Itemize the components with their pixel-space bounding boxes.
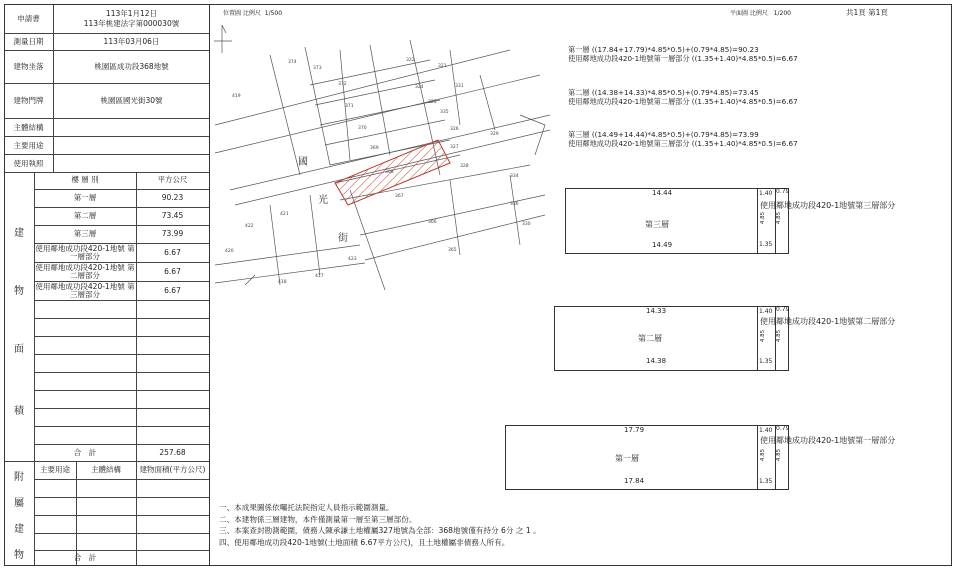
svg-text:322: 322 bbox=[406, 58, 415, 63]
svg-text:371: 371 bbox=[345, 104, 354, 109]
svg-text:369: 369 bbox=[370, 146, 379, 151]
side-char: 積 bbox=[14, 406, 24, 417]
location: 桃園區成功段368地號 bbox=[94, 61, 169, 71]
svg-text:335: 335 bbox=[440, 110, 449, 115]
page-count: 共1頁 第1頁 bbox=[846, 8, 888, 17]
table-row-sqm: 90.23 bbox=[161, 193, 184, 203]
svg-text:420: 420 bbox=[225, 249, 234, 254]
svg-text:328: 328 bbox=[460, 164, 469, 169]
svg-text:372: 372 bbox=[338, 82, 347, 87]
annex-table: 附 屬 建 物 主要用途 主體結構 建物面積(平方公尺) 合 計 bbox=[4, 462, 209, 566]
table-row-sqm: 73.99 bbox=[161, 229, 184, 239]
table-row-sqm: 6.67 bbox=[164, 266, 181, 276]
adjacent-part-label: 使用鄰地成功段420-1地號第二層部分 bbox=[760, 317, 896, 326]
note-item: 四、使用鄰地成功段420-1地號(土地面積 6.67平方公尺)，且土地權屬非債務人所有。 bbox=[219, 537, 510, 547]
svg-text:334: 334 bbox=[510, 174, 519, 179]
note-item: 三、本案查封勘測範圍，債務人陳承謙土地權屬327地號為全部：368地號僅有持分 6分 之 1 。 bbox=[219, 526, 541, 535]
street-char: 街 bbox=[338, 233, 348, 244]
floor-name: 第三層 bbox=[645, 220, 669, 229]
annex-col-area: 建物面積(平方公尺) bbox=[139, 465, 206, 475]
annex-total-label: 合 計 bbox=[73, 552, 97, 562]
table-row-floor: 第二層 bbox=[73, 211, 97, 221]
svg-text:327: 327 bbox=[450, 145, 459, 150]
table-row-floor: 使用鄰地成功段420-1地號 第三層部分 bbox=[35, 281, 135, 299]
calc-floor-1: 第一層 ((17.84+17.79)*4.85*0.5)+(0.79*4.85)=90.23 使用鄰地成功段420-1地號第一層部分 ((1.35+1.40)*4.85*0.5)=6.67 bbox=[568, 45, 798, 63]
svg-text:331: 331 bbox=[455, 84, 464, 89]
application-date: 113年1月12日 bbox=[105, 8, 158, 18]
svg-text:368: 368 bbox=[385, 170, 394, 175]
annex-col-use: 主要用途 bbox=[40, 465, 70, 475]
adjacent-part-label: 使用鄰地成功段420-1地號第一層部分 bbox=[760, 436, 896, 445]
total-value: 257.68 bbox=[159, 447, 186, 457]
calc-floor-2: 第二層 ((14.38+14.33)*4.85*0.5)+(0.79*4.85)=73.45 使用鄰地成功段420-1地號第二層部分 ((1.35+1.40)*4.85*0.5)=6.67 bbox=[568, 88, 798, 106]
svg-text:366: 366 bbox=[428, 220, 437, 225]
col-sqm-header: 平方公尺 bbox=[157, 175, 188, 185]
street-char: 光 bbox=[318, 195, 328, 206]
table-row-floor: 第三層 bbox=[73, 229, 97, 239]
svg-text:373: 373 bbox=[313, 66, 322, 71]
application-no: 113年桃建法字第000030號 bbox=[83, 18, 180, 28]
street-char: 國 bbox=[298, 157, 308, 168]
floor-name: 第一層 bbox=[615, 454, 639, 463]
address-row: 建物門牌 桃園區國光街30號 bbox=[4, 83, 209, 119]
svg-text:419: 419 bbox=[232, 94, 241, 99]
svg-text:336: 336 bbox=[510, 202, 519, 207]
license-row: 使用執照 bbox=[4, 154, 209, 173]
floor-name: 第二層 bbox=[638, 334, 662, 343]
notes bbox=[219, 502, 541, 548]
north-arrow-icon bbox=[214, 25, 232, 53]
svg-text:374: 374 bbox=[288, 60, 297, 65]
note-item: 一、本成果圖係依囑托法院指定人員指示範圍測量。 bbox=[219, 503, 394, 512]
adjacent-part-label: 使用鄰地成功段420-1地號第三層部分 bbox=[760, 201, 896, 210]
svg-text:330: 330 bbox=[522, 222, 531, 227]
info-table bbox=[4, 4, 210, 566]
location-map bbox=[210, 5, 550, 295]
svg-text:325: 325 bbox=[428, 100, 437, 105]
svg-text:418: 418 bbox=[278, 280, 287, 285]
svg-text:421: 421 bbox=[280, 212, 289, 217]
calc-floor-3: 第三層 ((14.49+14.44)*4.85*0.5)+(0.79*4.85)=73.99 使用鄰地成功段420-1地號第三層部分 ((1.35+1.40)*4.85*0.5)=6.67 bbox=[568, 130, 798, 148]
side-char: 面 bbox=[14, 344, 24, 355]
side-char: 物 bbox=[14, 286, 24, 297]
application-label: 申請書 bbox=[4, 4, 54, 33]
annex-col-structure: 主體結構 bbox=[91, 465, 121, 475]
note-item: 二、本建物係三層建物，本件僅測量第一層至第三層部份。 bbox=[219, 514, 417, 524]
total-label: 合 計 bbox=[73, 447, 97, 457]
table-row-sqm: 73.45 bbox=[161, 211, 184, 221]
table-row-sqm: 6.67 bbox=[164, 285, 181, 295]
side-char: 建 bbox=[14, 228, 24, 239]
location-scale: 位置圖 比例尺 1/500 bbox=[223, 10, 283, 17]
survey-date-row: 測量日期 113年03月06日 bbox=[4, 33, 209, 51]
svg-text:367: 367 bbox=[395, 194, 404, 199]
svg-text:324: 324 bbox=[415, 85, 424, 90]
structure-row: 主體結構 bbox=[4, 118, 209, 137]
area-table bbox=[4, 172, 209, 462]
table-row-sqm: 6.67 bbox=[164, 247, 181, 257]
plan-scale: 平面圖 比例尺 1/200 bbox=[730, 10, 791, 17]
col-floor-header: 樓 層 別 bbox=[71, 175, 99, 185]
svg-text:365: 365 bbox=[448, 248, 457, 253]
application-row bbox=[4, 4, 209, 34]
survey-date: 113年03月06日 bbox=[103, 36, 160, 46]
address: 桃園區國光街30號 bbox=[100, 95, 163, 105]
svg-text:326: 326 bbox=[450, 127, 459, 132]
table-row-floor: 第一層 bbox=[73, 193, 97, 203]
table-row-floor: 使用鄰地成功段420-1地號 第一層部分 bbox=[35, 243, 135, 261]
svg-text:329: 329 bbox=[490, 132, 499, 137]
table-row-floor: 使用鄰地成功段420-1地號 第二層部分 bbox=[35, 262, 135, 280]
svg-text:423: 423 bbox=[348, 257, 357, 262]
svg-text:370: 370 bbox=[358, 126, 367, 131]
use-row: 主要用途 bbox=[4, 136, 209, 155]
location-row: 建物坐落 桃園區成功段368地號 bbox=[4, 50, 209, 84]
svg-text:417: 417 bbox=[315, 274, 324, 279]
svg-text:321: 321 bbox=[438, 64, 447, 69]
svg-text:422: 422 bbox=[245, 224, 254, 229]
